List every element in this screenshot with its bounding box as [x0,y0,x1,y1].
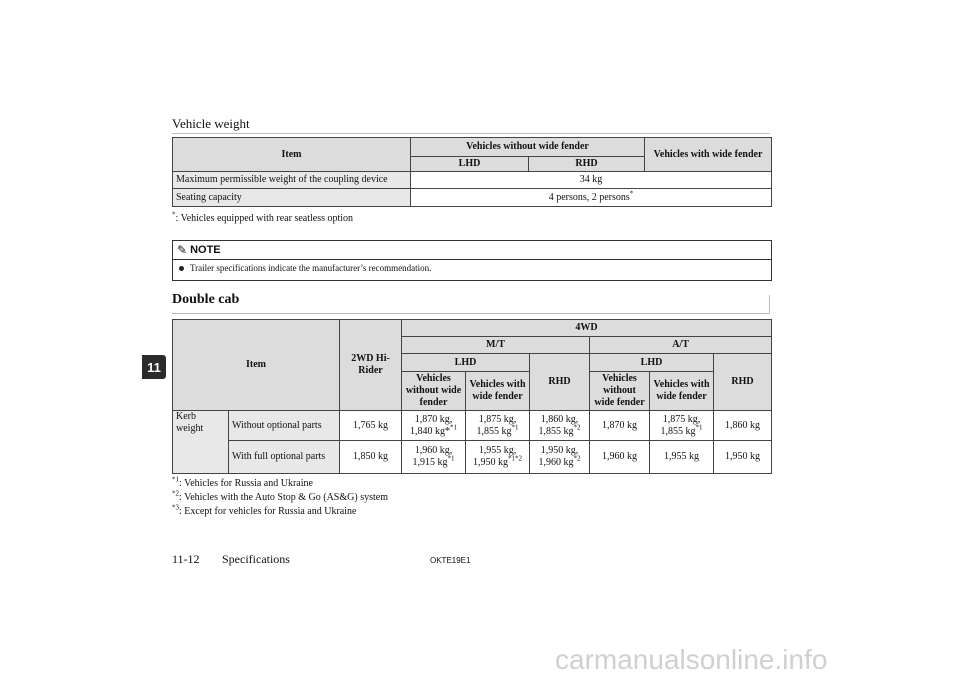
t1-seating-cell [411,189,772,207]
t2-header-mt-rhd: RHD [530,354,590,411]
footnote-ref: *1 [450,423,457,432]
t1-header-rhd: RHD [529,157,645,172]
footnote-text: : Vehicles with the Auto Stop & Go (AS&G) system [179,492,388,503]
watermark: carmanualsonline.info [555,644,828,675]
note-title: NOTE [190,244,221,256]
t1-header-with-wide: Vehicles with wide fender [645,138,772,172]
footer-section: Specifications [222,552,290,566]
t2-header-2wd: 2WD Hi-Rider [340,320,402,411]
footer-doc-code: OKTE19E1 [430,556,471,565]
t2-row1-mt-lhd-without [402,411,466,441]
t2-kerb-weight-label: Kerb weight [173,411,229,474]
footnote-mark: *1 [172,475,179,484]
t1-header-item: Item [173,138,411,172]
footnote-except [172,503,357,517]
t2-header-at-lhd: LHD [590,354,714,372]
value-line: 1,860 kg, [540,413,579,425]
footnote-text: : Except for vehicles for Russia and Ukraine [179,506,357,517]
kerb-weight-table [172,319,772,474]
value-line: 1,875 kg, [478,413,517,425]
t2-header-at-with-wide: Vehicles with wide fender [650,372,714,411]
t2-row2-at-rhd: 1,950 kg [714,441,772,474]
chapter-tab: 11 [142,355,166,379]
t2-row2-mt-lhd-with [466,441,530,474]
note-header [173,241,771,260]
t2-row2-at-lhd-with: 1,955 kg [650,441,714,474]
footnote-mark: *2 [172,489,179,498]
section-rule [172,313,769,314]
value-line: 1,950 kg [473,457,508,468]
t2-header-at-rhd: RHD [714,354,772,411]
section-title: Double cab [172,292,240,307]
value-line: 1,840 kg* [410,425,450,437]
t2-row2-2wd: 1,850 kg [340,441,402,474]
t2-header-mt-lhd: LHD [402,354,530,372]
footnote-russia [172,475,313,489]
value-line: 1,960 kg, [414,445,453,456]
t1-header-lhd: LHD [411,157,529,172]
page-header-title: Vehicle weight [172,116,250,131]
value-line: 1,955 kg, [478,445,517,456]
t2-header-at: A/T [590,337,772,354]
footnote-ref: *2 [573,454,581,463]
t1-seating-mark: * [629,189,634,198]
t1-seating-label: Seating capacity [173,189,411,207]
t2-row1-2wd: 1,765 kg [340,411,402,441]
header-rule [172,133,770,134]
bullet-icon [179,266,184,271]
t2-row2-mt-lhd-without [402,441,466,474]
t2-row1-at-lhd-without: 1,870 kg [590,411,650,441]
t2-row2-at-lhd-without: 1,960 kg [590,441,650,474]
value-line: 1,855 kg [476,425,512,437]
value-line: 1,875 kg, [662,413,701,425]
t1-coupling-label: Maximum permissible weight of the coupling device [173,172,411,189]
value-line: 1,915 kg [412,457,448,468]
t2-header-at-without-wide: Vehicles without wide fender [590,372,650,411]
t1-seating-value: 4 persons, 2 persons [548,191,630,203]
footnote-ref: *2 [573,423,581,432]
footnote-ref: *1 [695,423,703,432]
value-line: 1,855 kg [538,425,574,437]
note-icon: ✎ [177,242,188,257]
note-body [173,260,771,276]
t2-header-mt-with-wide: Vehicles with wide fender [466,372,530,411]
footnote-ref: *1 [511,423,519,432]
value-line: 1,950 kg, [540,445,579,456]
footnote-mark: * [172,210,176,219]
t2-row2-mt-rhd [530,441,590,474]
t1-coupling-value: 34 kg [411,172,772,189]
t2-row1-mt-rhd [530,411,590,441]
t2-row1-at-lhd-with [650,411,714,441]
t2-row1-label: Without optional parts [229,411,340,441]
footnote-text: : Vehicles equipped with rear seatless option [175,213,354,224]
t1-header-without-wide: Vehicles without wide fender [411,138,645,157]
footnote-ref: *1 [447,454,455,463]
footnote-mark: *3 [172,503,179,512]
note-box [172,240,772,281]
t2-row1-mt-lhd-with [466,411,530,441]
t2-header-item: Item [173,320,340,411]
footer-page-number: 11-12 [172,552,200,566]
value-line: 1,855 kg [660,425,696,437]
t2-header-mt-without-wide: Vehicles without wide fender [402,372,466,411]
t2-row1-at-rhd: 1,860 kg [714,411,772,441]
coupling-seating-table [172,137,772,207]
value-line: 1,870 kg, [414,413,453,425]
note-text: Trailer specifications indicate the manufacturer’s recommendation. [190,263,432,273]
value-line: 1,960 kg [538,457,574,468]
footnote-ref: *1*2 [508,454,522,463]
footnote-text: : Vehicles for Russia and Ukraine [179,478,313,489]
section-rule-end [769,295,770,314]
t2-header-4wd: 4WD [402,320,772,337]
t2-row2-label: With full optional parts [229,441,340,474]
footnote-asg [172,489,388,503]
t2-header-mt: M/T [402,337,590,354]
footnote-seatless [172,210,354,224]
